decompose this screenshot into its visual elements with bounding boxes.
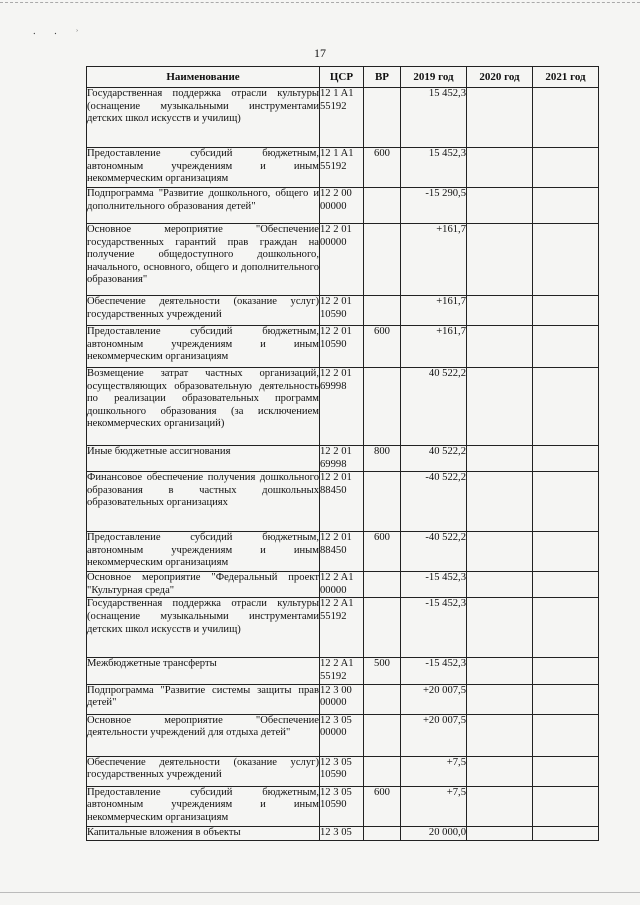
- table-row: [87, 368, 599, 446]
- row-vr: 800: [364, 446, 401, 472]
- row-name: Иные бюджетные ассигнования: [87, 446, 320, 472]
- row-2021: [533, 88, 599, 148]
- row-2019: +161,7: [401, 326, 467, 368]
- row-name: Подпрограмма "Развитие системы защиты прав детей": [87, 684, 320, 714]
- table-row: [87, 472, 599, 532]
- row-2019: -15 452,3: [401, 598, 467, 658]
- header-name: Наименование: [87, 67, 320, 88]
- row-name: Предоставление субсидий бюджетным, автономным учреждениям и иным некоммерческим организациям: [87, 532, 320, 572]
- row-2020: [467, 658, 533, 684]
- row-name: Подпрограмма "Развитие дошкольного, общего и дополнительного образования детей": [87, 188, 320, 224]
- header-2020: 2020 год: [467, 67, 533, 88]
- row-name: Предоставление субсидий бюджетным, автономным учреждениям и иным некоммерческим организациям: [87, 786, 320, 826]
- row-2021: [533, 572, 599, 598]
- row-2019: 15 452,3: [401, 148, 467, 188]
- scan-edge: [0, 2, 640, 3]
- row-2019: +7,5: [401, 786, 467, 826]
- row-2021: [533, 224, 599, 296]
- row-2020: [467, 472, 533, 532]
- row-vr: [364, 826, 401, 840]
- row-2021: [533, 532, 599, 572]
- row-2019: 15 452,3: [401, 88, 467, 148]
- row-csr: 12 3 05 10590: [320, 756, 364, 786]
- row-name: Основное мероприятие "Обеспечение государственных гарантий прав граждан на получение общедоступного дошкольного, начального, основного, общего и дополнительного образования": [87, 224, 320, 296]
- table-row: [87, 714, 599, 756]
- row-2020: [467, 296, 533, 326]
- row-vr: [364, 598, 401, 658]
- row-2019: +161,7: [401, 296, 467, 326]
- table-body: [87, 88, 599, 841]
- table-row: [87, 446, 599, 472]
- table-row: [87, 756, 599, 786]
- row-2021: [533, 826, 599, 840]
- row-csr: 12 2 01 88450: [320, 532, 364, 572]
- row-name: Обеспечение деятельности (оказание услуг) государственных учреждений: [87, 296, 320, 326]
- header-csr: ЦСР: [320, 67, 364, 88]
- row-2019: -40 522,2: [401, 532, 467, 572]
- row-2020: [467, 148, 533, 188]
- row-vr: 600: [364, 786, 401, 826]
- scan-edge-bottom: [0, 892, 640, 893]
- row-name: Предоставление субсидий бюджетным, автономным учреждениям и иным некоммерческим организациям: [87, 148, 320, 188]
- row-2019: 20 000,0: [401, 826, 467, 840]
- row-vr: 600: [364, 532, 401, 572]
- row-2020: [467, 446, 533, 472]
- row-csr: 12 2 A1 55192: [320, 598, 364, 658]
- row-2020: [467, 684, 533, 714]
- table-row: [87, 326, 599, 368]
- row-2019: +161,7: [401, 224, 467, 296]
- row-2021: [533, 598, 599, 658]
- table-row: [87, 296, 599, 326]
- row-csr: 12 2 01 88450: [320, 472, 364, 532]
- header-vr: ВР: [364, 67, 401, 88]
- row-2020: [467, 572, 533, 598]
- row-2021: [533, 446, 599, 472]
- row-2021: [533, 756, 599, 786]
- scan-marks: ⸱ ⸱ ʾ: [33, 29, 87, 40]
- row-2019: 40 522,2: [401, 368, 467, 446]
- row-vr: 600: [364, 326, 401, 368]
- row-vr: [364, 756, 401, 786]
- table-row: [87, 786, 599, 826]
- row-vr: [364, 472, 401, 532]
- row-2021: [533, 148, 599, 188]
- row-vr: 500: [364, 658, 401, 684]
- header-2019: 2019 год: [401, 67, 467, 88]
- row-csr: 12 2 01 69998: [320, 368, 364, 446]
- row-csr: 12 2 01 10590: [320, 296, 364, 326]
- header-2021: 2021 год: [533, 67, 599, 88]
- row-2021: [533, 684, 599, 714]
- row-2021: [533, 368, 599, 446]
- row-2021: [533, 714, 599, 756]
- row-name: Предоставление субсидий бюджетным, автономным учреждениям и иным некоммерческим организациям: [87, 326, 320, 368]
- row-csr: 12 2 01 10590: [320, 326, 364, 368]
- table-row: [87, 532, 599, 572]
- table-row: [87, 684, 599, 714]
- row-2020: [467, 756, 533, 786]
- budget-table: [86, 66, 599, 841]
- row-vr: [364, 88, 401, 148]
- row-csr: 12 3 05: [320, 826, 364, 840]
- table-row: [87, 598, 599, 658]
- row-csr: 12 2 A1 00000: [320, 572, 364, 598]
- row-2019: -15 290,5: [401, 188, 467, 224]
- row-2019: -15 452,3: [401, 572, 467, 598]
- row-2019: -15 452,3: [401, 658, 467, 684]
- row-csr: 12 1 A1 55192: [320, 148, 364, 188]
- row-vr: [364, 572, 401, 598]
- row-2021: [533, 472, 599, 532]
- row-vr: [364, 684, 401, 714]
- table-row: [87, 188, 599, 224]
- row-vr: [364, 368, 401, 446]
- table-row: [87, 572, 599, 598]
- row-2020: [467, 326, 533, 368]
- row-2020: [467, 598, 533, 658]
- row-2020: [467, 224, 533, 296]
- row-2020: [467, 532, 533, 572]
- row-vr: 600: [364, 148, 401, 188]
- table-row: [87, 658, 599, 684]
- row-name: Обеспечение деятельности (оказание услуг) государственных учреждений: [87, 756, 320, 786]
- row-csr: 12 3 00 00000: [320, 684, 364, 714]
- row-2020: [467, 88, 533, 148]
- row-2019: +7,5: [401, 756, 467, 786]
- row-name: Возмещение затрат частных организаций, осуществляющих образовательную деятельность по реализации образовательных программ дошкольного образования (за исключением некоммерческих организаций): [87, 368, 320, 446]
- row-2019: +20 007,5: [401, 684, 467, 714]
- row-name: Межбюджетные трансферты: [87, 658, 320, 684]
- row-2021: [533, 188, 599, 224]
- table-row: [87, 88, 599, 148]
- row-2021: [533, 786, 599, 826]
- row-csr: 12 1 A1 55192: [320, 88, 364, 148]
- row-2019: +20 007,5: [401, 714, 467, 756]
- table-header-row: [87, 67, 599, 88]
- row-2020: [467, 826, 533, 840]
- row-2020: [467, 368, 533, 446]
- row-name: Основное мероприятие "Обеспечение деятельности учреждений для отдыха детей": [87, 714, 320, 756]
- row-name: Финансовое обеспечение получения дошкольного образования в частных дошкольных образовательных организациях: [87, 472, 320, 532]
- row-2019: 40 522,2: [401, 446, 467, 472]
- row-2020: [467, 714, 533, 756]
- row-csr: 12 3 05 00000: [320, 714, 364, 756]
- row-2021: [533, 296, 599, 326]
- row-name: Основное мероприятие "Федеральный проект "Культурная среда": [87, 572, 320, 598]
- row-vr: [364, 296, 401, 326]
- table-row: [87, 826, 599, 840]
- row-csr: 12 2 01 69998: [320, 446, 364, 472]
- row-vr: [364, 224, 401, 296]
- row-2019: -40 522,2: [401, 472, 467, 532]
- row-csr: 12 3 05 10590: [320, 786, 364, 826]
- row-name: Государственная поддержка отрасли культуры (оснащение музыкальными инструментами детских школ искусств и училищ): [87, 88, 320, 148]
- row-2021: [533, 326, 599, 368]
- table-row: [87, 224, 599, 296]
- row-csr: 12 2 A1 55192: [320, 658, 364, 684]
- row-csr: 12 2 00 00000: [320, 188, 364, 224]
- row-2020: [467, 188, 533, 224]
- row-2020: [467, 786, 533, 826]
- row-vr: [364, 188, 401, 224]
- row-2021: [533, 658, 599, 684]
- row-vr: [364, 714, 401, 756]
- row-csr: 12 2 01 00000: [320, 224, 364, 296]
- page-number: 17: [314, 46, 326, 60]
- table-row: [87, 148, 599, 188]
- row-name: Государственная поддержка отрасли культуры (оснащение музыкальными инструментами детских школ искусств и училищ): [87, 598, 320, 658]
- row-name: Капитальные вложения в объекты: [87, 826, 320, 840]
